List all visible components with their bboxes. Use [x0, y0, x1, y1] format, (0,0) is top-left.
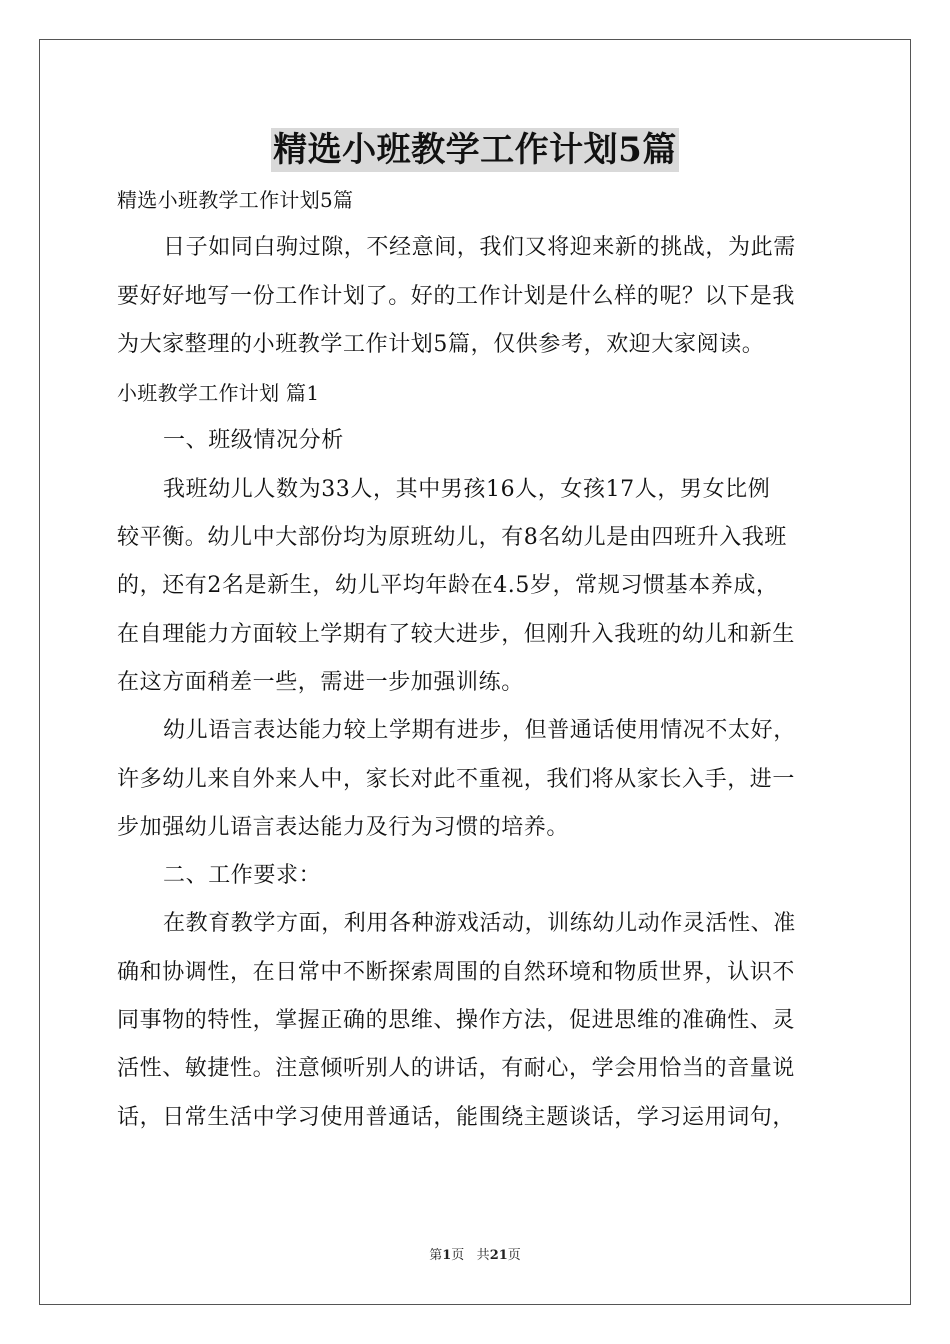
paragraph-line: 幼儿语言表达能力较上学期有进步，但普通话使用情况不太好，	[163, 718, 796, 744]
paragraph-line: 日子如同白驹过隙，不经意间，我们又将迎来新的挑战，为此需	[163, 235, 796, 261]
footer-page-unit: 页	[451, 1248, 465, 1263]
footer-page-prefix: 第	[429, 1248, 443, 1263]
paragraph-line: 活性、敏捷性。注意倾听别人的讲话，有耐心，学会用恰当的音量说	[117, 1056, 796, 1082]
paragraph-line: 在自理能力方面较上学期有了较大进步，但刚升入我班的幼儿和新生	[117, 621, 796, 647]
footer-total-pages: 21	[489, 1248, 508, 1263]
footer-total-prefix: 共	[476, 1248, 490, 1263]
paragraph-line: 确和协调性，在日常中不断探索周围的自然环境和物质世界，认识不	[117, 959, 796, 985]
page-footer	[0, 1246, 950, 1266]
paragraph-line: 要好好地写一份工作计划了。好的工作计划是什么样的呢？以下是我	[117, 283, 796, 309]
paragraph-line: 的，还有2名是新生，幼儿平均年龄在4.5岁，常规习惯基本养成，	[117, 573, 779, 599]
footer-page-number: 1	[442, 1248, 452, 1263]
paragraph-line: 较平衡。幼儿中大部份均为原班幼儿，有8名幼儿是由四班升入我班	[117, 525, 787, 551]
paragraph-line: 在教育教学方面，利用各种游戏活动，训练幼儿动作灵活性、准	[163, 911, 796, 937]
document-body	[117, 176, 833, 1142]
paragraph-line: 为大家整理的小班教学工作计划5篇，仅供参考，欢迎大家阅读。	[117, 331, 765, 357]
paragraph-line: 步加强幼儿语言表达能力及行为习惯的培养。	[117, 814, 570, 840]
section-heading-line: 小班教学工作计划 篇1	[117, 381, 320, 406]
document-title: 精选小班教学工作计划5篇	[273, 130, 677, 170]
paragraph-line: 我班幼儿人数为33人，其中男孩16人，女孩17人，男女比例	[163, 476, 771, 502]
paragraph-line: 许多幼儿来自外来人中，家长对此不重视，我们将从家长入手，进一	[117, 766, 796, 792]
paragraph-line: 在这方面稍差一些，需进一步加强训练。	[117, 669, 524, 695]
paragraph-line: 话，日常生活中学习使用普通话，能围绕主题谈话，学习运用词句，	[117, 1104, 796, 1130]
paragraph-line: 二、工作要求：	[163, 863, 322, 889]
title-area	[0, 128, 950, 172]
paragraph-line: 一、班级情况分析	[163, 428, 344, 454]
section-heading-line: 精选小班教学工作计划5篇	[117, 188, 354, 212]
paragraph-line: 同事物的特性，掌握正确的思维、操作方法，促进思维的准确性、灵	[117, 1008, 796, 1034]
footer-total-unit: 页	[507, 1248, 521, 1263]
